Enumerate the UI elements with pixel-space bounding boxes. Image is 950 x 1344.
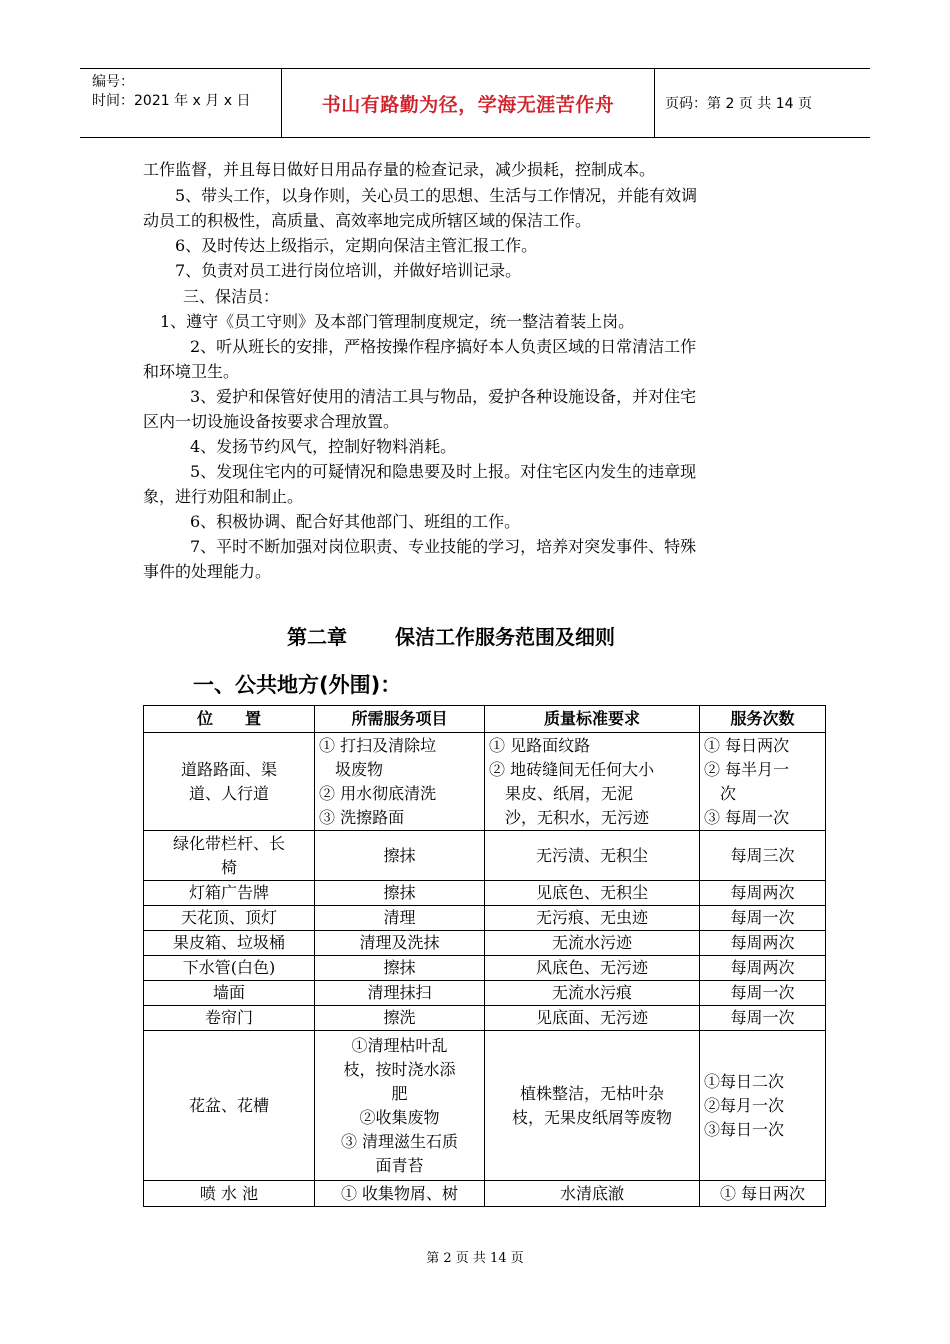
cell-text-line: ③ 清理滋生石质 bbox=[340, 1131, 459, 1151]
cell-text-line: 无污痕、无虫迹 bbox=[535, 908, 648, 927]
paragraph-line: 和环境卫生。 bbox=[143, 362, 240, 381]
cell-text-line: 道、人行道 bbox=[188, 783, 269, 803]
cell-text-line: ② 每半月一 bbox=[704, 759, 790, 779]
cell-text-line: 每周两次 bbox=[730, 933, 795, 952]
table-row bbox=[144, 733, 826, 831]
cell-frequency bbox=[700, 906, 826, 931]
table-row bbox=[144, 906, 826, 931]
chapter-title: 保洁工作服务范围及细则 bbox=[395, 625, 615, 649]
cell-standard bbox=[485, 1031, 700, 1181]
cell-location bbox=[144, 1006, 315, 1031]
cell-text-line: ① 收集物屑、树 bbox=[340, 1183, 459, 1203]
paragraph-line: 6、积极协调、配合好其他部门、班组的工作。 bbox=[190, 512, 521, 531]
column-header-frequency: 服务次数 bbox=[700, 706, 826, 733]
paragraph-line: 4、发扬节约风气，控制好物料消耗。 bbox=[190, 437, 457, 456]
service-table bbox=[143, 705, 826, 1207]
column-header-standard: 质量标准要求 bbox=[485, 706, 700, 733]
paragraph-line: 区内一切设施设备按要求合理放置。 bbox=[143, 412, 400, 431]
cell-text-line: 果皮箱、垃圾桶 bbox=[172, 933, 285, 952]
cell-text-line: 绿化带栏杆、长 bbox=[172, 833, 285, 853]
cell-service bbox=[315, 1031, 485, 1181]
table-row bbox=[144, 881, 826, 906]
cell-standard bbox=[485, 981, 700, 1006]
section-heading: 一、公共地方(外围)： bbox=[193, 673, 402, 697]
cell-location bbox=[144, 831, 315, 881]
cell-text-line: ②每月一次 bbox=[704, 1095, 785, 1115]
page-footer: 第 2 页 共 14 页 bbox=[426, 1251, 524, 1266]
cell-standard bbox=[485, 1181, 700, 1207]
paragraph-line: 动员工的积极性，高质量、高效率地完成所辖区域的保洁工作。 bbox=[143, 211, 592, 230]
cell-service bbox=[315, 1181, 485, 1207]
cell-text-line: 花盆、花槽 bbox=[188, 1095, 269, 1115]
cell-text-line: 枝，按时浇水添 bbox=[343, 1059, 456, 1079]
cell-text-line: 擦抹 bbox=[383, 883, 416, 902]
cell-standard bbox=[485, 956, 700, 981]
table-row bbox=[144, 956, 826, 981]
column-header-service: 所需服务项目 bbox=[315, 706, 485, 733]
cell-text-line: ③ 洗擦路面 bbox=[319, 807, 405, 827]
cell-text-line: 清理抹扫 bbox=[367, 983, 432, 1002]
table-row bbox=[144, 1031, 826, 1181]
document-number-label: 编号： bbox=[92, 74, 134, 90]
cell-text-line: 墙面 bbox=[212, 983, 245, 1002]
paragraph-line: 象，进行劝阻和制止。 bbox=[143, 487, 304, 506]
header-motto: 书山有路勤为径，学海无涯苦作舟 bbox=[282, 69, 655, 137]
cell-standard bbox=[485, 733, 700, 831]
cell-frequency bbox=[700, 881, 826, 906]
table-row bbox=[144, 1006, 826, 1031]
cell-location bbox=[144, 931, 315, 956]
cell-text-line: 每周两次 bbox=[730, 883, 795, 902]
header-page-info: 页码：第 2 页 共 14 页 bbox=[665, 96, 812, 112]
cell-text-line: 每周一次 bbox=[730, 983, 795, 1002]
document-time-label: 时间：2021 年 x 月 x 日 bbox=[92, 93, 251, 109]
cell-text-line: 卷帘门 bbox=[204, 1008, 253, 1027]
cell-text-line: 见底色、无积尘 bbox=[535, 883, 648, 902]
cell-location bbox=[144, 956, 315, 981]
cell-text-line: 擦抹 bbox=[383, 845, 416, 865]
cell-text-line: ③ 每周一次 bbox=[704, 807, 790, 827]
cell-service bbox=[315, 931, 485, 956]
cell-standard bbox=[485, 1006, 700, 1031]
paragraph-line: 7、负责对员工进行岗位培训，并做好培训记录。 bbox=[175, 261, 522, 280]
cell-standard bbox=[485, 906, 700, 931]
cell-standard bbox=[485, 881, 700, 906]
cell-text-line: 植株整洁，无枯叶杂 bbox=[519, 1083, 664, 1103]
cell-text-line: 沙，无积水，无污迹 bbox=[489, 807, 650, 827]
cell-text-line: 下水管(白色) bbox=[182, 958, 276, 977]
cell-text-line: 道路路面、渠 bbox=[180, 759, 277, 779]
cell-location bbox=[144, 906, 315, 931]
cell-text-line: ① 每日两次 bbox=[704, 735, 790, 755]
cell-text-line: 水清底澈 bbox=[559, 1183, 624, 1203]
cell-text-line: ①清理枯叶乱 bbox=[351, 1035, 448, 1055]
table-row bbox=[144, 981, 826, 1006]
cell-text-line: 清理 bbox=[383, 908, 416, 927]
cell-text-line: 次 bbox=[704, 783, 737, 803]
cell-service bbox=[315, 956, 485, 981]
cell-service bbox=[315, 906, 485, 931]
paragraph-line: 1、遵守《员工守则》及本部门管理制度规定，统一整洁着装上岗。 bbox=[160, 312, 635, 331]
paragraph-line: 工作监督，并且每日做好日用品存量的检查记录，减少损耗，控制成本。 bbox=[143, 160, 656, 179]
cell-text-line: 每周三次 bbox=[730, 845, 795, 865]
cell-text-line: 面青苔 bbox=[375, 1155, 424, 1175]
chapter-heading bbox=[287, 621, 615, 650]
header-meta bbox=[80, 69, 282, 137]
paragraph-line: 2、听从班长的安排，严格按操作程序搞好本人负责区域的日常清洁工作 bbox=[190, 337, 697, 356]
cell-service bbox=[315, 831, 485, 881]
table-row bbox=[144, 931, 826, 956]
paragraph-line: 5、带头工作，以身作则，关心员工的思想、生活与工作情况，并能有效调 bbox=[175, 186, 698, 205]
cell-text-line: 枝，无果皮纸屑等废物 bbox=[511, 1107, 672, 1127]
cell-text-line: 见底面、无污迹 bbox=[535, 1008, 648, 1027]
cell-frequency bbox=[700, 733, 826, 831]
cell-text-line: 灯箱广告牌 bbox=[188, 883, 269, 902]
cell-frequency bbox=[700, 956, 826, 981]
paragraph-line: 5、发现住宅内的可疑情况和隐患要及时上报。对住宅区内发生的违章现 bbox=[190, 462, 697, 481]
table-header-row bbox=[144, 706, 826, 733]
cell-service bbox=[315, 733, 485, 831]
cell-location bbox=[144, 1181, 315, 1207]
paragraph-line: 6、及时传达上级指示，定期向保洁主管汇报工作。 bbox=[175, 236, 538, 255]
paragraph-line: 3、爱护和保管好使用的清洁工具与物品，爱护各种设施设备，并对住宅 bbox=[190, 387, 697, 406]
cell-text-line: 无流水污痕 bbox=[551, 983, 632, 1002]
cell-service bbox=[315, 1006, 485, 1031]
cell-text-line: ① 每日两次 bbox=[719, 1183, 806, 1203]
cell-text-line: 每周一次 bbox=[730, 1008, 795, 1027]
cell-text-line: 喷 水 池 bbox=[199, 1183, 259, 1203]
cell-standard bbox=[485, 931, 700, 956]
cell-text-line: 擦洗 bbox=[383, 1008, 416, 1027]
paragraph-line: 7、平时不断加强对岗位职责、专业技能的学习，培养对突发事件、特殊 bbox=[190, 537, 697, 556]
cell-text-line: 圾废物 bbox=[319, 759, 384, 779]
cell-text-line: ② 地砖缝间无任何大小 bbox=[489, 759, 655, 779]
cell-text-line: 清理及洗抹 bbox=[359, 933, 440, 952]
cell-text-line: 椅 bbox=[220, 857, 237, 877]
cell-text-line: 肥 bbox=[391, 1083, 408, 1103]
cell-text-line: ③每日一次 bbox=[704, 1119, 785, 1139]
cell-text-line: 天花顶、顶灯 bbox=[180, 908, 277, 927]
cell-frequency bbox=[700, 931, 826, 956]
cell-text-line: 无污渍、无积尘 bbox=[535, 845, 648, 865]
cell-location bbox=[144, 881, 315, 906]
table-row bbox=[144, 831, 826, 881]
cell-frequency bbox=[700, 981, 826, 1006]
cell-location bbox=[144, 733, 315, 831]
cell-text-line: 每周两次 bbox=[730, 958, 795, 977]
cell-text-line: 擦抹 bbox=[383, 958, 416, 977]
cell-frequency bbox=[700, 1031, 826, 1181]
cell-text-line: 果皮、纸屑，无泥 bbox=[489, 783, 634, 803]
cell-text-line: 风底色、无污迹 bbox=[535, 958, 648, 977]
cell-location bbox=[144, 1031, 315, 1181]
cell-standard bbox=[485, 831, 700, 881]
page-header bbox=[80, 68, 870, 138]
table-row bbox=[144, 1181, 826, 1207]
subsection-title: 三、保洁员： bbox=[183, 287, 280, 306]
cell-frequency bbox=[700, 1006, 826, 1031]
cell-text-line: ②收集废物 bbox=[359, 1107, 440, 1127]
cell-text-line: ①每日二次 bbox=[704, 1071, 785, 1091]
chapter-number: 第二章 bbox=[287, 625, 347, 649]
column-header-location: 位 置 bbox=[144, 706, 315, 733]
cell-text-line: 每周一次 bbox=[730, 908, 795, 927]
cell-location bbox=[144, 981, 315, 1006]
paragraph-line: 事件的处理能力。 bbox=[143, 562, 272, 581]
cell-service bbox=[315, 981, 485, 1006]
cell-text-line: 无流水污迹 bbox=[551, 933, 632, 952]
cell-text-line: ① 见路面纹路 bbox=[489, 735, 591, 755]
cell-service bbox=[315, 881, 485, 906]
cell-frequency bbox=[700, 1181, 826, 1207]
cell-frequency bbox=[700, 831, 826, 881]
cell-text-line: ② 用水彻底清洗 bbox=[319, 783, 437, 803]
cell-text-line: ① 打扫及清除垃 bbox=[319, 735, 437, 755]
